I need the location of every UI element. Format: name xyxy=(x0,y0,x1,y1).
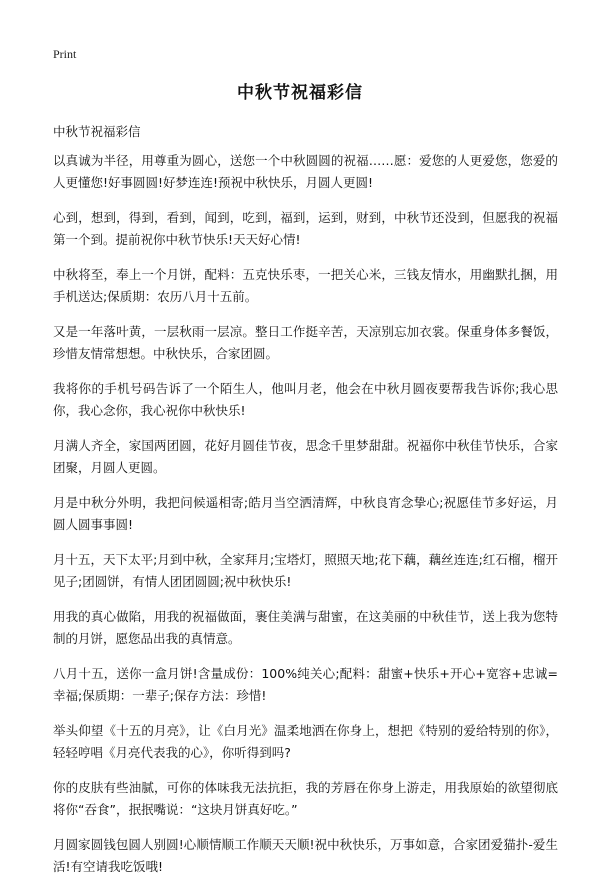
paragraph: 月圆家圆钱包圆人别圆!心顺情顺工作顺天天顺!祝中秋快乐，万事如意，合家团爱猫扑-爱生活!有空请我吃饭哦! xyxy=(53,837,558,874)
paragraph: 你的皮肤有些油腻，可你的体味我无法抗拒，我的芳唇在你身上游走，用我原始的欲望彻底将你“吞食”，抿抿嘴说：“这块月饼真好吃。” xyxy=(53,780,558,817)
paragraph: 八月十五，送你一盒月饼!含量成份：100%纯关心;配料：甜蜜+快乐+开心+宽容+忠诚=幸福;保质期：一辈子;保存方法：珍惜! xyxy=(53,666,559,703)
paragraph: 举头仰望《十五的月亮》，让《白月光》温柔地洒在你身上，想把《特别的爱给特别的你》，轻轻哼唱《月亮代表我的心》，你听得到吗? xyxy=(53,723,558,760)
paragraph: 心到，想到，得到，看到，闻到，吃到，福到，运到，财到，中秋节还没到，但愿我的祝福第一个到。提前祝你中秋节快乐!天天好心情! xyxy=(53,210,558,247)
paragraph: 以真诚为半径，用尊重为圆心，送您一个中秋圆圆的祝福……愿：爱您的人更爱您，您爱的人更懂您!好事圆圆!好梦连连!预祝中秋快乐，月圆人更圆! xyxy=(53,153,558,190)
paragraph: 又是一年落叶黄，一层秋雨一层凉。整日工作挺辛苦，天凉别忘加衣裳。保重身体多餐饭，珍惜友情常想想。中秋快乐，合家团圆。 xyxy=(53,324,558,361)
paragraph: 用我的真心做陷，用我的祝福做面，裹住美满与甜蜜，在这美丽的中秋佳节，送上我为您特制的月饼，愿您品出我的真情意。 xyxy=(53,609,558,646)
document-body xyxy=(53,150,558,891)
paragraph: 月满人齐全，家国两团圆，花好月圆佳节夜，思念千里梦甜甜。祝福你中秋佳节快乐，合家团聚，月圆人更圆。 xyxy=(53,438,558,475)
paragraph: 月是中秋分外明，我把问候遥相寄;皓月当空洒清辉，中秋良宵念挚心;祝愿佳节多好运，月圆人圆事事圆! xyxy=(53,495,558,532)
print-link[interactable]: Print xyxy=(53,47,77,61)
document-subtitle: 中秋节祝福彩信 xyxy=(53,124,141,139)
paragraph: 月十五，天下太平;月到中秋，全家拜月;宝塔灯，照照天地;花下藕，藕丝连连;红石榴，榴开见子;团圆饼，有情人团团圆圆;祝中秋快乐! xyxy=(53,552,558,589)
document-title: 中秋节祝福彩信 xyxy=(237,83,363,103)
paragraph: 我将你的手机号码告诉了一个陌生人，他叫月老，他会在中秋月圆夜要帮我告诉你;我心思你，我心念你，我心祝你中秋快乐! xyxy=(53,381,558,418)
paragraph: 中秋将至，奉上一个月饼，配料：五克快乐枣，一把关心米，三钱友情水，用幽默扎捆，用手机送达;保质期：农历八月十五前。 xyxy=(53,267,558,304)
